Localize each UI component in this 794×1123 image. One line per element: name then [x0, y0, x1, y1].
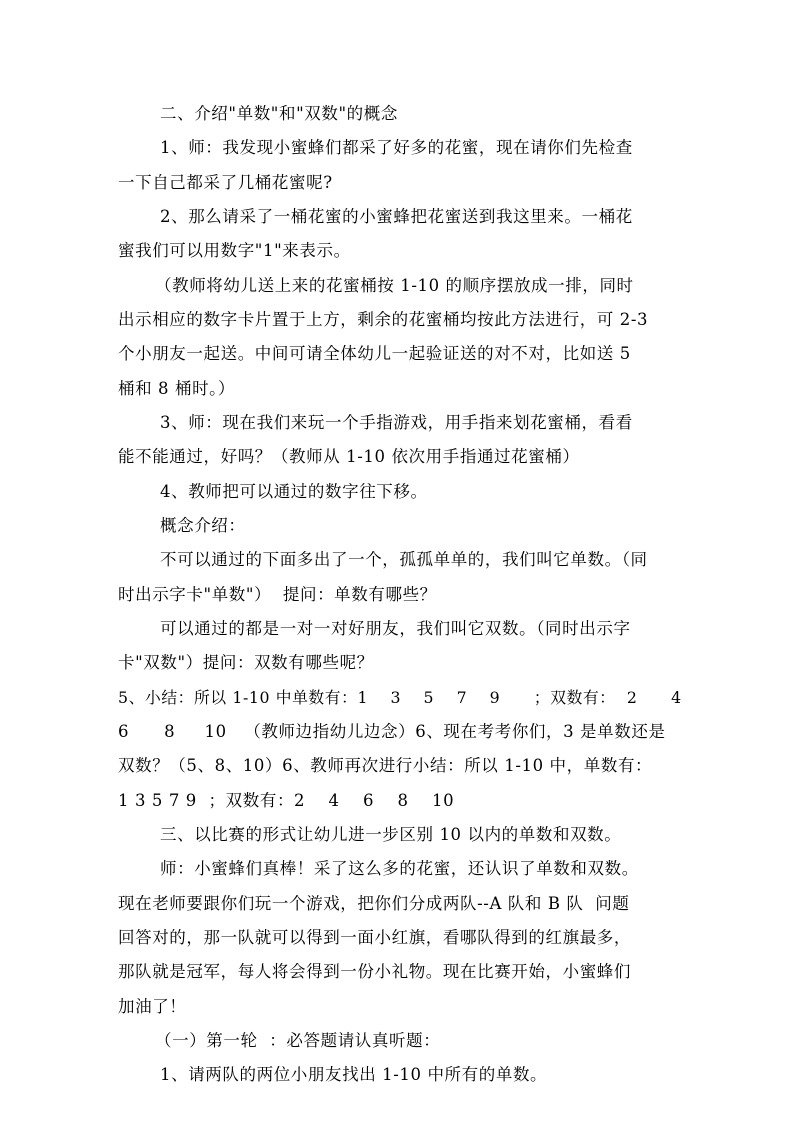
paragraph-line: 回答对的，那一队就可以得到一面小红旗，看哪队得到的红旗最多， — [118, 928, 631, 947]
paragraph-line: 3、师：现在我们来玩一个手指游戏，用手指来划花蜜桶，看看 — [160, 413, 633, 432]
paragraph-line: 师：小蜜蜂们真棒！采了这么多的花蜜，还认识了单数和双数。 — [160, 859, 639, 878]
paragraph-line: 现在老师要跟你们玩一个游戏，把你们分成两队--A 队和 B 队 问题 — [118, 894, 630, 913]
paragraph-line: 出示相应的数字卡片置于上方，剩余的花蜜桶均按此方法进行，可 2-3 — [118, 310, 649, 329]
paragraph-line: 那队就是冠军，每人将会得到一份小礼物。现在比赛开始，小蜜蜂们 — [118, 962, 631, 981]
paragraph-line: 一下自己都采了几桶花蜜呢? — [118, 173, 333, 192]
paragraph-line: 双数？（5、8、10）6、教师再次进行小结：所以 1-10 中，单数有： — [118, 756, 653, 775]
section-heading-3: 三、以比赛的形式让幼儿进一步区别 10 以内的单数和双数。 — [160, 825, 622, 844]
paragraph-line: 蜜我们可以用数字"1"来表示。 — [118, 241, 351, 260]
paragraph-line: 不可以通过的下面多出了一个，孤孤单单的，我们叫它单数。（同 — [160, 550, 648, 569]
paragraph-line: 概念介绍： — [160, 516, 246, 535]
paragraph-line: 6 8 10 （教师边指幼儿边念）6、现在考考你们，3 是单数还是 — [118, 722, 666, 741]
paragraph-line: 卡"双数"）提问：双数有哪些呢？ — [118, 653, 374, 672]
paragraph-line: 1 3 5 7 9 ；双数有：2 4 6 8 10 — [118, 791, 455, 810]
paragraph-line: 桶和 8 桶时。） — [118, 379, 236, 398]
section-heading-2: 二、介绍"单数"和"双数"的概念 — [160, 104, 398, 123]
paragraph-line: 可以通过的都是一对一对好朋友，我们叫它双数。（同时出示字 — [160, 619, 631, 638]
paragraph-line: 个小朋友一起送。中间可请全体幼儿一起验证送的对不对，比如送 5 — [118, 344, 631, 363]
paragraph-line: 5、小结：所以 1-10 中单数有：1 3 5 7 9 ；双数有： 2 4 — [118, 688, 682, 707]
paragraph-line: 4、教师把可以通过的数字往下移。 — [160, 482, 428, 501]
paragraph-line: 时出示字卡"单数"） 提问：单数有哪些？ — [118, 585, 437, 604]
paragraph-line: 加油了！ — [118, 997, 187, 1016]
paragraph-line: 1、请两队的两位小朋友找出 1-10 中所有的单数。 — [160, 1065, 548, 1084]
paragraph-line: 2、那么请采了一桶花蜜的小蜜蜂把花蜜送到我这里来。一桶花 — [160, 207, 633, 226]
subsection-heading: （一）第一轮 ：必答题请认真听题： — [155, 1031, 441, 1050]
paragraph-line: 能不能通过，好吗？（教师从 1-10 依次用手指通过花蜜桶） — [118, 447, 580, 466]
paragraph-line: （教师将幼儿送上来的花蜜桶按 1-10 的顺序摆放成一排，同时 — [155, 276, 634, 295]
paragraph-line: 1、师：我发现小蜜蜂们都采了好多的花蜜，现在请你们先检查 — [160, 138, 633, 157]
